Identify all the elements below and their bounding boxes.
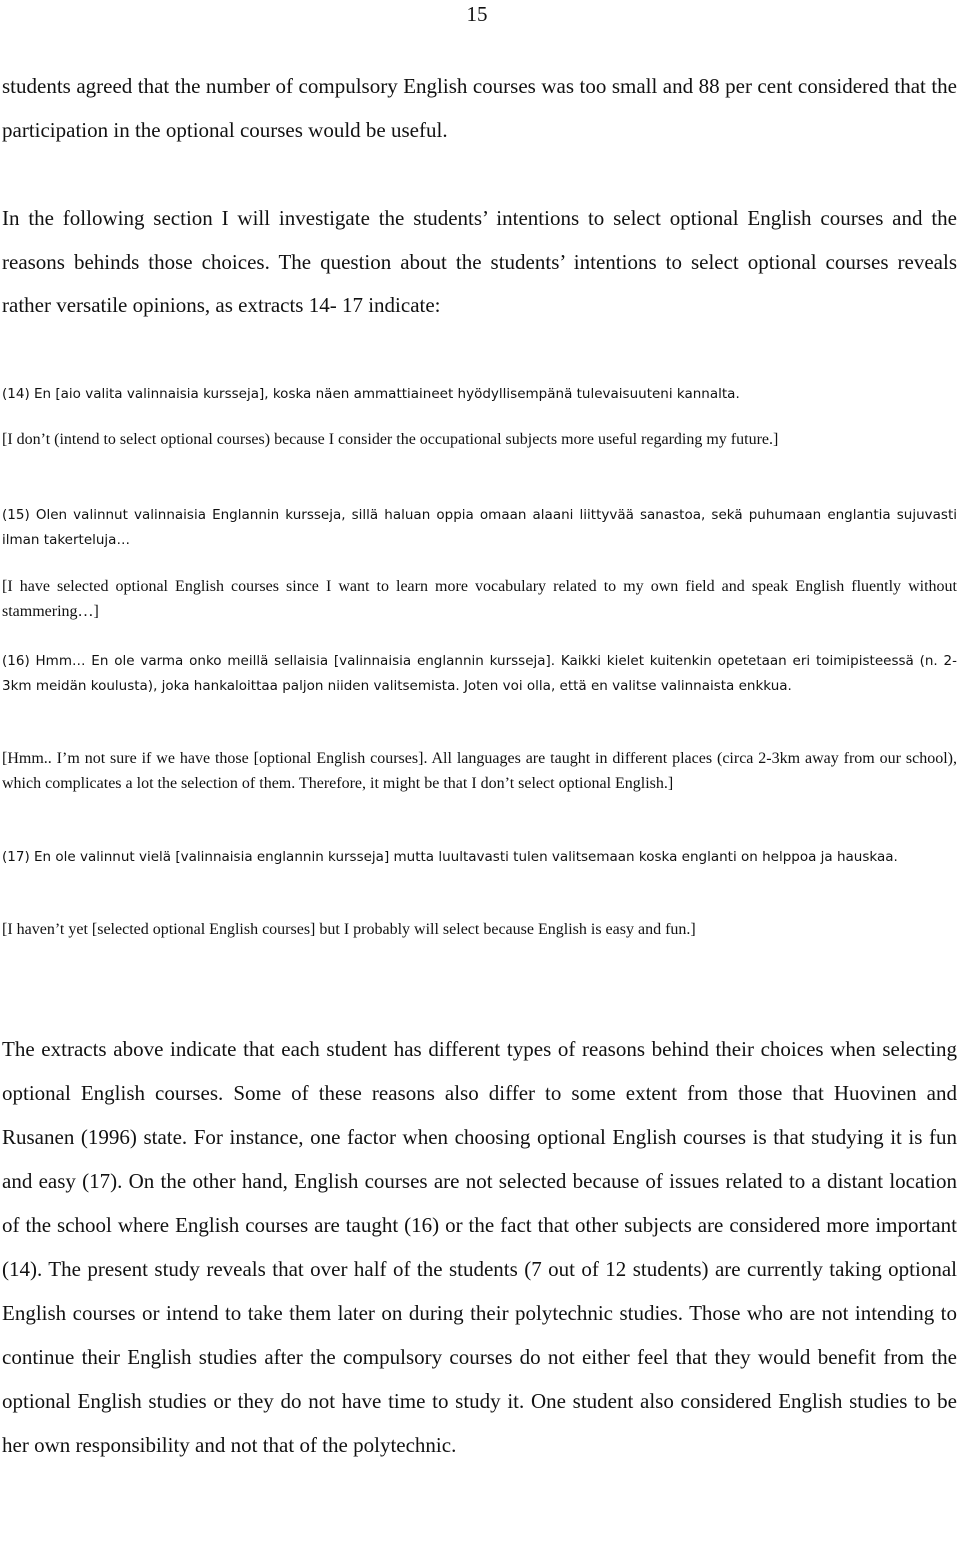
extract-16-english: [Hmm.. I’m not sure if we have those [optional English courses]. All languages are taught in different places (circa 2-3km away from our school), which complicates a lot the selection of them. Therefore, it might be that I don’t select optional English.]	[2, 750, 957, 792]
extract-14-english: [I don’t (intend to select optional courses) because I consider the occupational subjects more useful regarding my future.]	[2, 431, 779, 448]
extract-17-finnish: (17) En ole valinnut vielä [valinnaisia englannin kursseja] mutta luultavasti tulen valitsemaan koska englanti on helppoa ja hauskaa.	[2, 849, 898, 865]
paragraph-conclusion: The extracts above indicate that each student has different types of reasons behind their choices when selecting optional English courses. Some of these reasons also differ to some extent from those that Huovinen and Rusanen (1996) state. For instance, one factor when choosing optional English courses is that studying it is fun and easy (17). On the other hand, English courses are not selected because of issues related to a distant location of the school where English courses are taught (16) or the fact that other subjects are considered more important (14). The present study reveals that over half of the students (7 out of 12 students) are currently taking optional English courses or intend to take them later on during their polytechnic studies. Those who are not intending to continue their English studies after the compulsory courses do not either feel that they would benefit from the optional English studies or they do not have time to study it. One student also considered English studies to be her own responsibility and not that of the polytechnic.	[2, 1037, 957, 1457]
page-number: 15	[466, 2, 488, 26]
extract-17-english: [I haven’t yet [selected optional English courses] but I probably will select because English is easy and fun.]	[2, 921, 696, 938]
extract-14-finnish: (14) En [aio valita valinnaisia kursseja], koska näen ammattiaineet hyödyllisempänä tulevaisuuteni kannalta.	[2, 386, 740, 402]
paragraph-intro: students agreed that the number of compulsory English courses was too small and 88 per cent considered that the participation in the optional courses would be useful.	[2, 74, 957, 142]
extract-15-finnish: (15) Olen valinnut valinnaisia Englannin kursseja, sillä haluan oppia omaan alaani liittyvää sanastoa, sekä puhumaan englantia sujuvasti ilman takerteluja…	[2, 507, 957, 548]
extract-16-finnish: (16) Hmm… En ole varma onko meillä sellaisia [valinnaisia englannin kursseja]. Kaikki kielet kuitenkin opetetaan eri toimipisteessä (n. 2-3km meidän koulusta), joka hankaloittaa paljon niiden valitsemista. Joten voi olla, että en valitse valinnaista enkkua.	[2, 653, 957, 694]
extract-15-english: [I have selected optional English courses since I want to learn more vocabulary related to my own field and speak English fluently without stammering…]	[2, 578, 957, 620]
paragraph-section: In the following section I will investigate the students’ intentions to select optional English courses and the reasons behinds those choices. The question about the students’ intentions to select optional courses reveals rather versatile opinions, as extracts 14- 17 indicate:	[2, 206, 957, 318]
